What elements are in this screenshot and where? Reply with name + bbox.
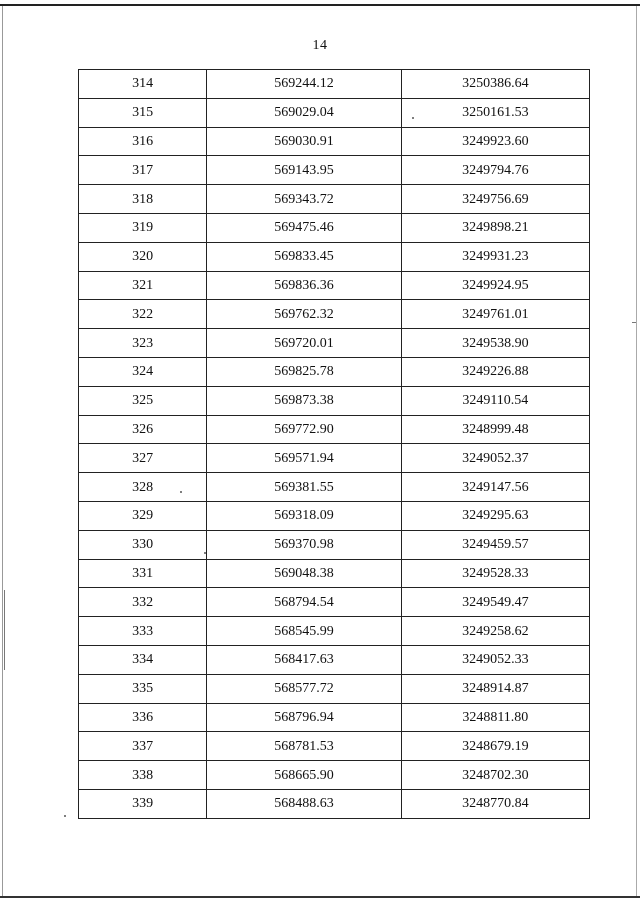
point-number-cell: 316 [79,127,207,156]
scan-edge-left [2,6,3,896]
x-coordinate-cell: 568781.53 [207,732,401,761]
x-coordinate-cell: 568417.63 [207,645,401,674]
y-coordinate-cell: 3249226.88 [401,357,589,386]
point-number-cell: 319 [79,213,207,242]
table-row [79,588,590,617]
point-number-cell: 332 [79,588,207,617]
table-row [79,703,590,732]
x-coordinate-cell: 569833.45 [207,242,401,271]
table-row [79,761,590,790]
table-row [79,732,590,761]
x-coordinate-cell: 568665.90 [207,761,401,790]
y-coordinate-cell: 3249756.69 [401,185,589,214]
y-coordinate-cell: 3249528.33 [401,559,589,588]
y-coordinate-cell: 3249898.21 [401,213,589,242]
x-coordinate-cell: 569318.09 [207,501,401,530]
table-row [79,415,590,444]
x-coordinate-cell: 569343.72 [207,185,401,214]
point-number-cell: 328 [79,473,207,502]
table-row [79,329,590,358]
point-number-cell: 322 [79,300,207,329]
x-coordinate-cell: 568545.99 [207,617,401,646]
table-row [79,300,590,329]
x-coordinate-cell: 569030.91 [207,127,401,156]
point-number-cell: 334 [79,645,207,674]
y-coordinate-cell: 3248679.19 [401,732,589,761]
scan-edge-right [636,6,637,896]
table-row [79,473,590,502]
point-number-cell: 318 [79,185,207,214]
y-coordinate-cell: 3249110.54 [401,386,589,415]
table-row [79,789,590,818]
table-row [79,444,590,473]
point-number-cell: 323 [79,329,207,358]
point-number-cell: 337 [79,732,207,761]
point-number-cell: 321 [79,271,207,300]
table-row [79,98,590,127]
table-row [79,501,590,530]
x-coordinate-cell: 569029.04 [207,98,401,127]
point-number-cell: 330 [79,530,207,559]
x-coordinate-cell: 569048.38 [207,559,401,588]
y-coordinate-cell: 3248702.30 [401,761,589,790]
point-number-cell: 320 [79,242,207,271]
table-row [79,559,590,588]
table-row [79,156,590,185]
scan-speck [64,815,66,817]
y-coordinate-cell: 3250386.64 [401,70,589,99]
x-coordinate-cell: 569762.32 [207,300,401,329]
coordinate-table-body [79,70,590,819]
table-row [79,271,590,300]
y-coordinate-cell: 3249147.56 [401,473,589,502]
scan-edge-bottom [0,896,640,898]
x-coordinate-cell: 568796.94 [207,703,401,732]
y-coordinate-cell: 3249924.95 [401,271,589,300]
table-row [79,242,590,271]
x-coordinate-cell: 569475.46 [207,213,401,242]
x-coordinate-cell: 569381.55 [207,473,401,502]
table-row [79,386,590,415]
x-coordinate-cell: 569836.36 [207,271,401,300]
table-row [79,127,590,156]
point-number-cell: 329 [79,501,207,530]
table-row [79,617,590,646]
x-coordinate-cell: 569370.98 [207,530,401,559]
table-row [79,645,590,674]
table-row [79,674,590,703]
margin-mark-left [4,590,5,670]
page-number: 14 [312,38,328,53]
y-coordinate-cell: 3248999.48 [401,415,589,444]
y-coordinate-cell: 3249931.23 [401,242,589,271]
y-coordinate-cell: 3249258.62 [401,617,589,646]
point-number-cell: 335 [79,674,207,703]
y-coordinate-cell: 3249538.90 [401,329,589,358]
point-number-cell: 314 [79,70,207,99]
y-coordinate-cell: 3248770.84 [401,789,589,818]
scan-edge-top [0,4,640,6]
table-row [79,530,590,559]
x-coordinate-cell: 568577.72 [207,674,401,703]
y-coordinate-cell: 3249295.63 [401,501,589,530]
x-coordinate-cell: 569571.94 [207,444,401,473]
coordinate-table [78,69,590,819]
x-coordinate-cell: 568488.63 [207,789,401,818]
y-coordinate-cell: 3249052.33 [401,645,589,674]
point-number-cell: 331 [79,559,207,588]
point-number-cell: 336 [79,703,207,732]
point-number-cell: 325 [79,386,207,415]
y-coordinate-cell: 3248914.87 [401,674,589,703]
margin-mark-right [632,322,636,323]
y-coordinate-cell: 3249761.01 [401,300,589,329]
table-row [79,185,590,214]
x-coordinate-cell: 569772.90 [207,415,401,444]
point-number-cell: 315 [79,98,207,127]
point-number-cell: 327 [79,444,207,473]
x-coordinate-cell: 569244.12 [207,70,401,99]
x-coordinate-cell: 569873.38 [207,386,401,415]
point-number-cell: 338 [79,761,207,790]
y-coordinate-cell: 3249052.37 [401,444,589,473]
point-number-cell: 317 [79,156,207,185]
point-number-cell: 339 [79,789,207,818]
x-coordinate-cell: 569720.01 [207,329,401,358]
x-coordinate-cell: 569825.78 [207,357,401,386]
x-coordinate-cell: 568794.54 [207,588,401,617]
table-row [79,213,590,242]
y-coordinate-cell: 3250161.53 [401,98,589,127]
table-row [79,70,590,99]
table-row [79,357,590,386]
point-number-cell: 326 [79,415,207,444]
y-coordinate-cell: 3249549.47 [401,588,589,617]
point-number-cell: 324 [79,357,207,386]
y-coordinate-cell: 3249923.60 [401,127,589,156]
y-coordinate-cell: 3249459.57 [401,530,589,559]
point-number-cell: 333 [79,617,207,646]
y-coordinate-cell: 3248811.80 [401,703,589,732]
y-coordinate-cell: 3249794.76 [401,156,589,185]
x-coordinate-cell: 569143.95 [207,156,401,185]
